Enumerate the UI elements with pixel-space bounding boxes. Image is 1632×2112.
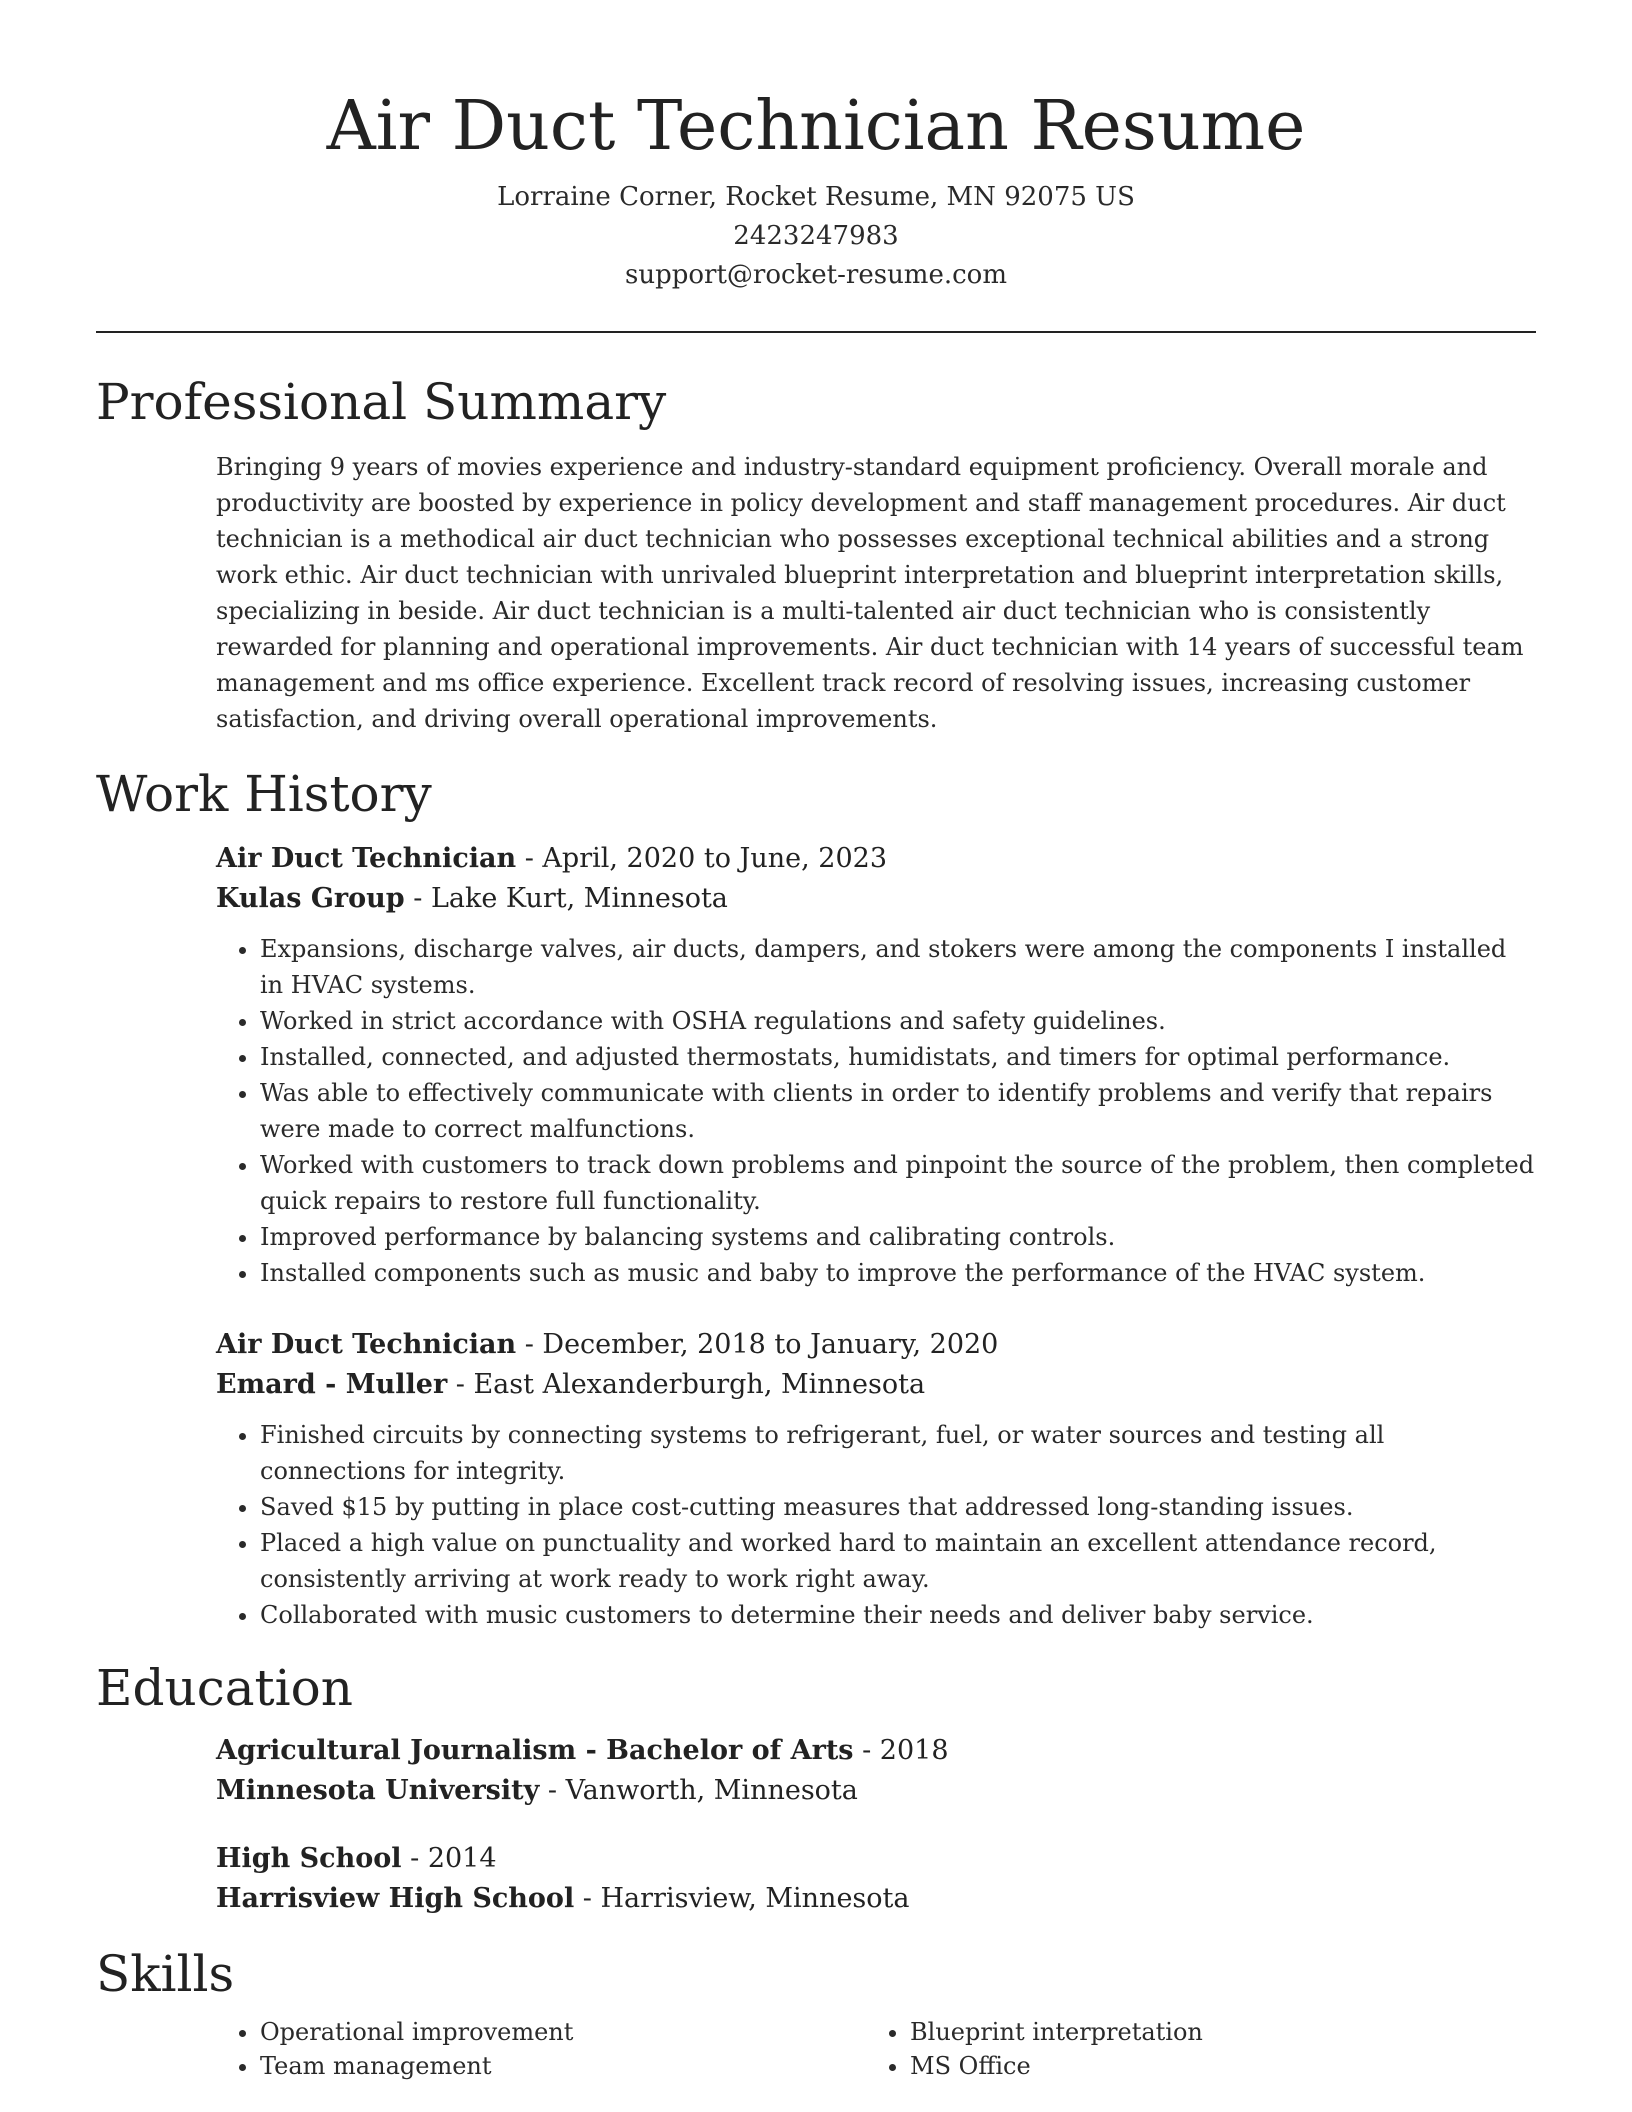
job-entry <box>216 839 1536 1291</box>
work-history-heading: Work History <box>96 765 432 823</box>
education-school-line <box>216 1771 1536 1811</box>
job-dates: - December, 2018 to January, 2020 <box>516 1329 999 1360</box>
job-title-line <box>216 839 1536 879</box>
education-school-line <box>216 1879 1536 1919</box>
job-title-line <box>216 1325 1536 1365</box>
skills-section <box>96 1941 1536 2083</box>
skills-columns <box>216 2015 1536 2083</box>
job-company: Kulas Group <box>216 883 405 914</box>
summary-section <box>96 369 1536 737</box>
skills-column-right <box>866 2015 1516 2083</box>
list-item: • Finished circuits by connecting systems to refrigerant, fuel, or water sources and testing all connections for integrity. <box>260 1417 1536 1489</box>
list-item: • Improved performance by balancing systems and calibrating controls. <box>260 1219 1536 1255</box>
education-degree: High School <box>216 1843 402 1874</box>
education-entry <box>216 1731 1536 1811</box>
contact-address: Lorraine Corner, Rocket Resume, MN 92075 US <box>497 182 1135 212</box>
list-item: • Installed, connected, and adjusted thermostats, humidistats, and timers for optimal performance. <box>260 1039 1536 1075</box>
list-item: • Collaborated with music customers to determine their needs and deliver baby service. <box>260 1597 1536 1633</box>
skill-item: • Blueprint interpretation <box>910 2015 1516 2049</box>
skills-heading: Skills <box>96 1945 235 2003</box>
job-entry <box>216 1325 1536 1633</box>
job-duties-list <box>216 931 1536 1291</box>
education-school: Minnesota University <box>216 1775 540 1806</box>
skill-item: • Operational improvement <box>260 2015 866 2049</box>
list-item: • Worked with customers to track down problems and pinpoint the source of the problem, then completed quick repairs to restore full functionality. <box>260 1147 1536 1219</box>
list-item: • Placed a high value on punctuality and worked hard to maintain an excellent attendance record, consistently arriving at work ready to work right away. <box>260 1525 1536 1597</box>
education-degree: Agricultural Journalism - Bachelor of Arts <box>216 1735 854 1766</box>
education-heading: Education <box>96 1659 353 1717</box>
list-item: • Expansions, discharge valves, air ducts, dampers, and stokers were among the components I installed in HVAC systems. <box>260 931 1536 1003</box>
education-location: - Harrisview, Minnesota <box>574 1883 910 1914</box>
contact-email: support@rocket-resume.com <box>624 260 1007 290</box>
job-company-line <box>216 1365 1536 1405</box>
skill-item: • Team management <box>260 2049 866 2083</box>
education-degree-line <box>216 1731 1536 1771</box>
education-location: - Vanworth, Minnesota <box>539 1775 858 1806</box>
list-item: • Installed components such as music and baby to improve the performance of the HVAC system. <box>260 1255 1536 1291</box>
education-degree-line <box>216 1839 1536 1879</box>
work-history-section <box>96 761 1536 1633</box>
list-item: • Saved $15 by putting in place cost-cutting measures that addressed long-standing issues. <box>260 1489 1536 1525</box>
skills-column-left <box>216 2015 866 2083</box>
job-company-line <box>216 879 1536 919</box>
contact-phone: 2423247983 <box>733 221 899 251</box>
education-section <box>96 1655 1536 1919</box>
job-company: Emard - Muller <box>216 1369 448 1400</box>
job-location: - East Alexanderburgh, Minnesota <box>447 1369 926 1400</box>
summary-text: Bringing 9 years of movies experience and industry-standard equipment proficiency. Overall morale and productivity are boosted by experience in policy development and staff management procedures. Air duct technician is a methodical air duct technician who possesses exceptional technical abilities and a strong work ethic. Air duct technician with unrivaled blueprint interpretation and blueprint interpretation skills, specializing in beside. Air duct technician is a multi-talented air duct technician who is consistently rewarded for planning and operational improvements. Air duct technician with 14 years of successful team management and ms office experience. Excellent track record of resolving issues, increasing customer satisfaction, and driving overall operational improvements. <box>216 453 1524 733</box>
resume-page <box>96 0 1536 2083</box>
education-entry <box>216 1839 1536 1919</box>
education-year: - 2018 <box>853 1735 949 1766</box>
skill-item: • MS Office <box>910 2049 1516 2083</box>
job-location: - Lake Kurt, Minnesota <box>404 883 728 914</box>
summary-heading: Professional Summary <box>96 373 667 431</box>
list-item: • Was able to effectively communicate with clients in order to identify problems and verify that repairs were made to correct malfunctions. <box>260 1075 1536 1147</box>
education-school: Harrisview High School <box>216 1883 575 1914</box>
job-title: Air Duct Technician <box>216 1329 517 1360</box>
job-dates: - April, 2020 to June, 2023 <box>516 843 887 874</box>
resume-title: Air Duct Technician Resume <box>326 87 1306 166</box>
job-title: Air Duct Technician <box>216 843 517 874</box>
job-duties-list <box>216 1417 1536 1633</box>
resume-header <box>96 0 1536 295</box>
list-item: • Worked in strict accordance with OSHA regulations and safety guidelines. <box>260 1003 1536 1039</box>
education-year: - 2014 <box>401 1843 497 1874</box>
header-divider <box>96 331 1536 333</box>
